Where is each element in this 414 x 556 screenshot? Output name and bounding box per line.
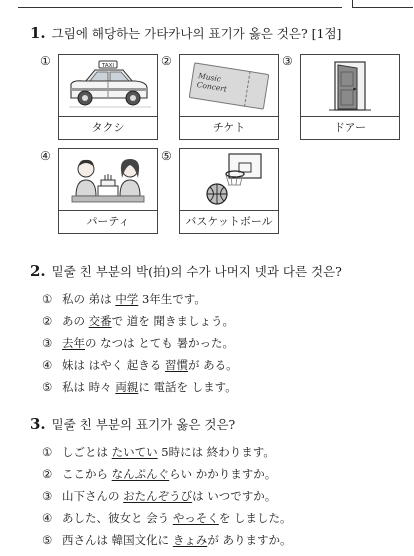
underlined-term: 中学 bbox=[115, 292, 139, 306]
question-1-title bbox=[30, 24, 341, 42]
q2-option-5[interactable] bbox=[42, 376, 238, 398]
option-text-post: で 道を 聞きましょう。 bbox=[111, 314, 234, 328]
option-text-pre: 私は 時々 bbox=[62, 380, 116, 394]
q3-option-2[interactable] bbox=[42, 463, 291, 485]
q2-option-4[interactable] bbox=[42, 354, 238, 376]
option-number: ③ bbox=[42, 489, 53, 503]
taxi-sign-text: TAXI bbox=[101, 62, 115, 69]
option-number: ④ bbox=[42, 511, 53, 525]
underlined-term: きょみ bbox=[172, 533, 208, 547]
q2-option-2[interactable] bbox=[42, 310, 238, 332]
option-text-post: 5時には 終わります。 bbox=[157, 445, 275, 459]
underlined-term: おたんぞうび bbox=[123, 489, 193, 503]
option-text-pre: 妹は はやく 起きる bbox=[62, 358, 165, 372]
choice-1-card[interactable] bbox=[58, 54, 158, 140]
choice-5-number: ⑤ bbox=[161, 149, 172, 163]
option-text-pre: 西さんは 韓国文化に bbox=[62, 533, 173, 547]
choice-3-card[interactable] bbox=[300, 54, 400, 140]
choice-2-card[interactable] bbox=[179, 54, 279, 140]
question-2-options bbox=[42, 288, 238, 398]
choice-5-caption: バスケットボール bbox=[180, 210, 278, 233]
header-rule bbox=[18, 7, 342, 8]
choice-2-caption: チケト bbox=[180, 116, 278, 139]
q2-option-1[interactable] bbox=[42, 288, 238, 310]
question-3-number: 3. bbox=[30, 415, 46, 433]
q3-option-3[interactable] bbox=[42, 485, 291, 507]
underlined-term: 交番 bbox=[88, 314, 112, 328]
taxi-icon bbox=[59, 55, 157, 116]
question-1-text: 그림에 해당하는 가타카나의 표기가 옳은 것은? [1점] bbox=[51, 26, 342, 41]
choice-2-number: ② bbox=[161, 54, 172, 68]
option-text-pre: ここから bbox=[62, 467, 112, 481]
basketball-icon bbox=[180, 149, 278, 210]
underlined-term: たいてい bbox=[111, 445, 158, 459]
choice-1-caption: タクシ bbox=[59, 116, 157, 139]
ticket-text: Music Concert bbox=[196, 70, 228, 94]
option-text-pre: あした、彼女と 会う bbox=[62, 511, 173, 525]
option-text-pre: 私の 弟は bbox=[62, 292, 116, 306]
question-1-number: 1. bbox=[30, 24, 46, 42]
underlined-term: 両親 bbox=[115, 380, 139, 394]
option-text-pre: 山下さんの bbox=[62, 489, 124, 503]
choice-4-number: ④ bbox=[40, 149, 51, 163]
choice-4-card[interactable] bbox=[58, 148, 158, 234]
option-text-post: らい かかりますか。 bbox=[169, 467, 277, 481]
option-number: ⑤ bbox=[42, 380, 53, 394]
question-3-options bbox=[42, 441, 291, 551]
question-3-title bbox=[30, 415, 235, 433]
option-text-post: が ありますか。 bbox=[207, 533, 292, 547]
choice-5-card[interactable] bbox=[179, 148, 279, 234]
option-text-post: に 電話を します。 bbox=[138, 380, 237, 394]
option-number: ② bbox=[42, 467, 53, 481]
question-3-text: 밑줄 친 부분의 표기가 옳은 것은? bbox=[51, 417, 236, 432]
option-text-post: の なつは とても 暑かった。 bbox=[85, 336, 234, 350]
question-2-text: 밑줄 친 부분의 박(拍)의 수가 나머지 넷과 다른 것은? bbox=[51, 264, 342, 279]
choice-4-caption: パーティ bbox=[59, 210, 157, 233]
q3-option-4[interactable] bbox=[42, 507, 291, 529]
party-icon bbox=[59, 149, 157, 210]
option-text-post: を しました。 bbox=[218, 511, 292, 525]
option-number: ⑤ bbox=[42, 533, 53, 547]
underlined-term: 去年 bbox=[62, 336, 85, 350]
underlined-term: やっそく bbox=[172, 511, 219, 525]
choice-3-caption: ドアー bbox=[301, 116, 399, 139]
choice-1-number: ① bbox=[40, 54, 51, 68]
option-text-pre: しごとは bbox=[62, 445, 112, 459]
underlined-term: なんぷんぐ bbox=[111, 467, 170, 481]
q3-option-5[interactable] bbox=[42, 529, 291, 551]
option-number: ② bbox=[42, 314, 53, 328]
underlined-term: 習慣 bbox=[164, 358, 188, 372]
q3-option-1[interactable] bbox=[42, 441, 291, 463]
option-number: ③ bbox=[42, 336, 53, 350]
q2-option-3[interactable] bbox=[42, 332, 238, 354]
choice-3-number: ③ bbox=[282, 54, 293, 68]
option-text-post: は いつですか。 bbox=[192, 489, 277, 503]
option-text-pre: あの bbox=[62, 314, 89, 328]
option-number: ④ bbox=[42, 358, 53, 372]
ticket-icon bbox=[180, 55, 278, 116]
question-2-title bbox=[30, 262, 342, 280]
header-box bbox=[352, 0, 413, 8]
question-2-number: 2. bbox=[30, 262, 46, 280]
option-text-post: 3年生です。 bbox=[138, 292, 206, 306]
option-text-post: が ある。 bbox=[187, 358, 238, 372]
door-icon bbox=[301, 55, 399, 116]
option-number: ① bbox=[42, 292, 53, 306]
option-number: ① bbox=[42, 445, 53, 459]
